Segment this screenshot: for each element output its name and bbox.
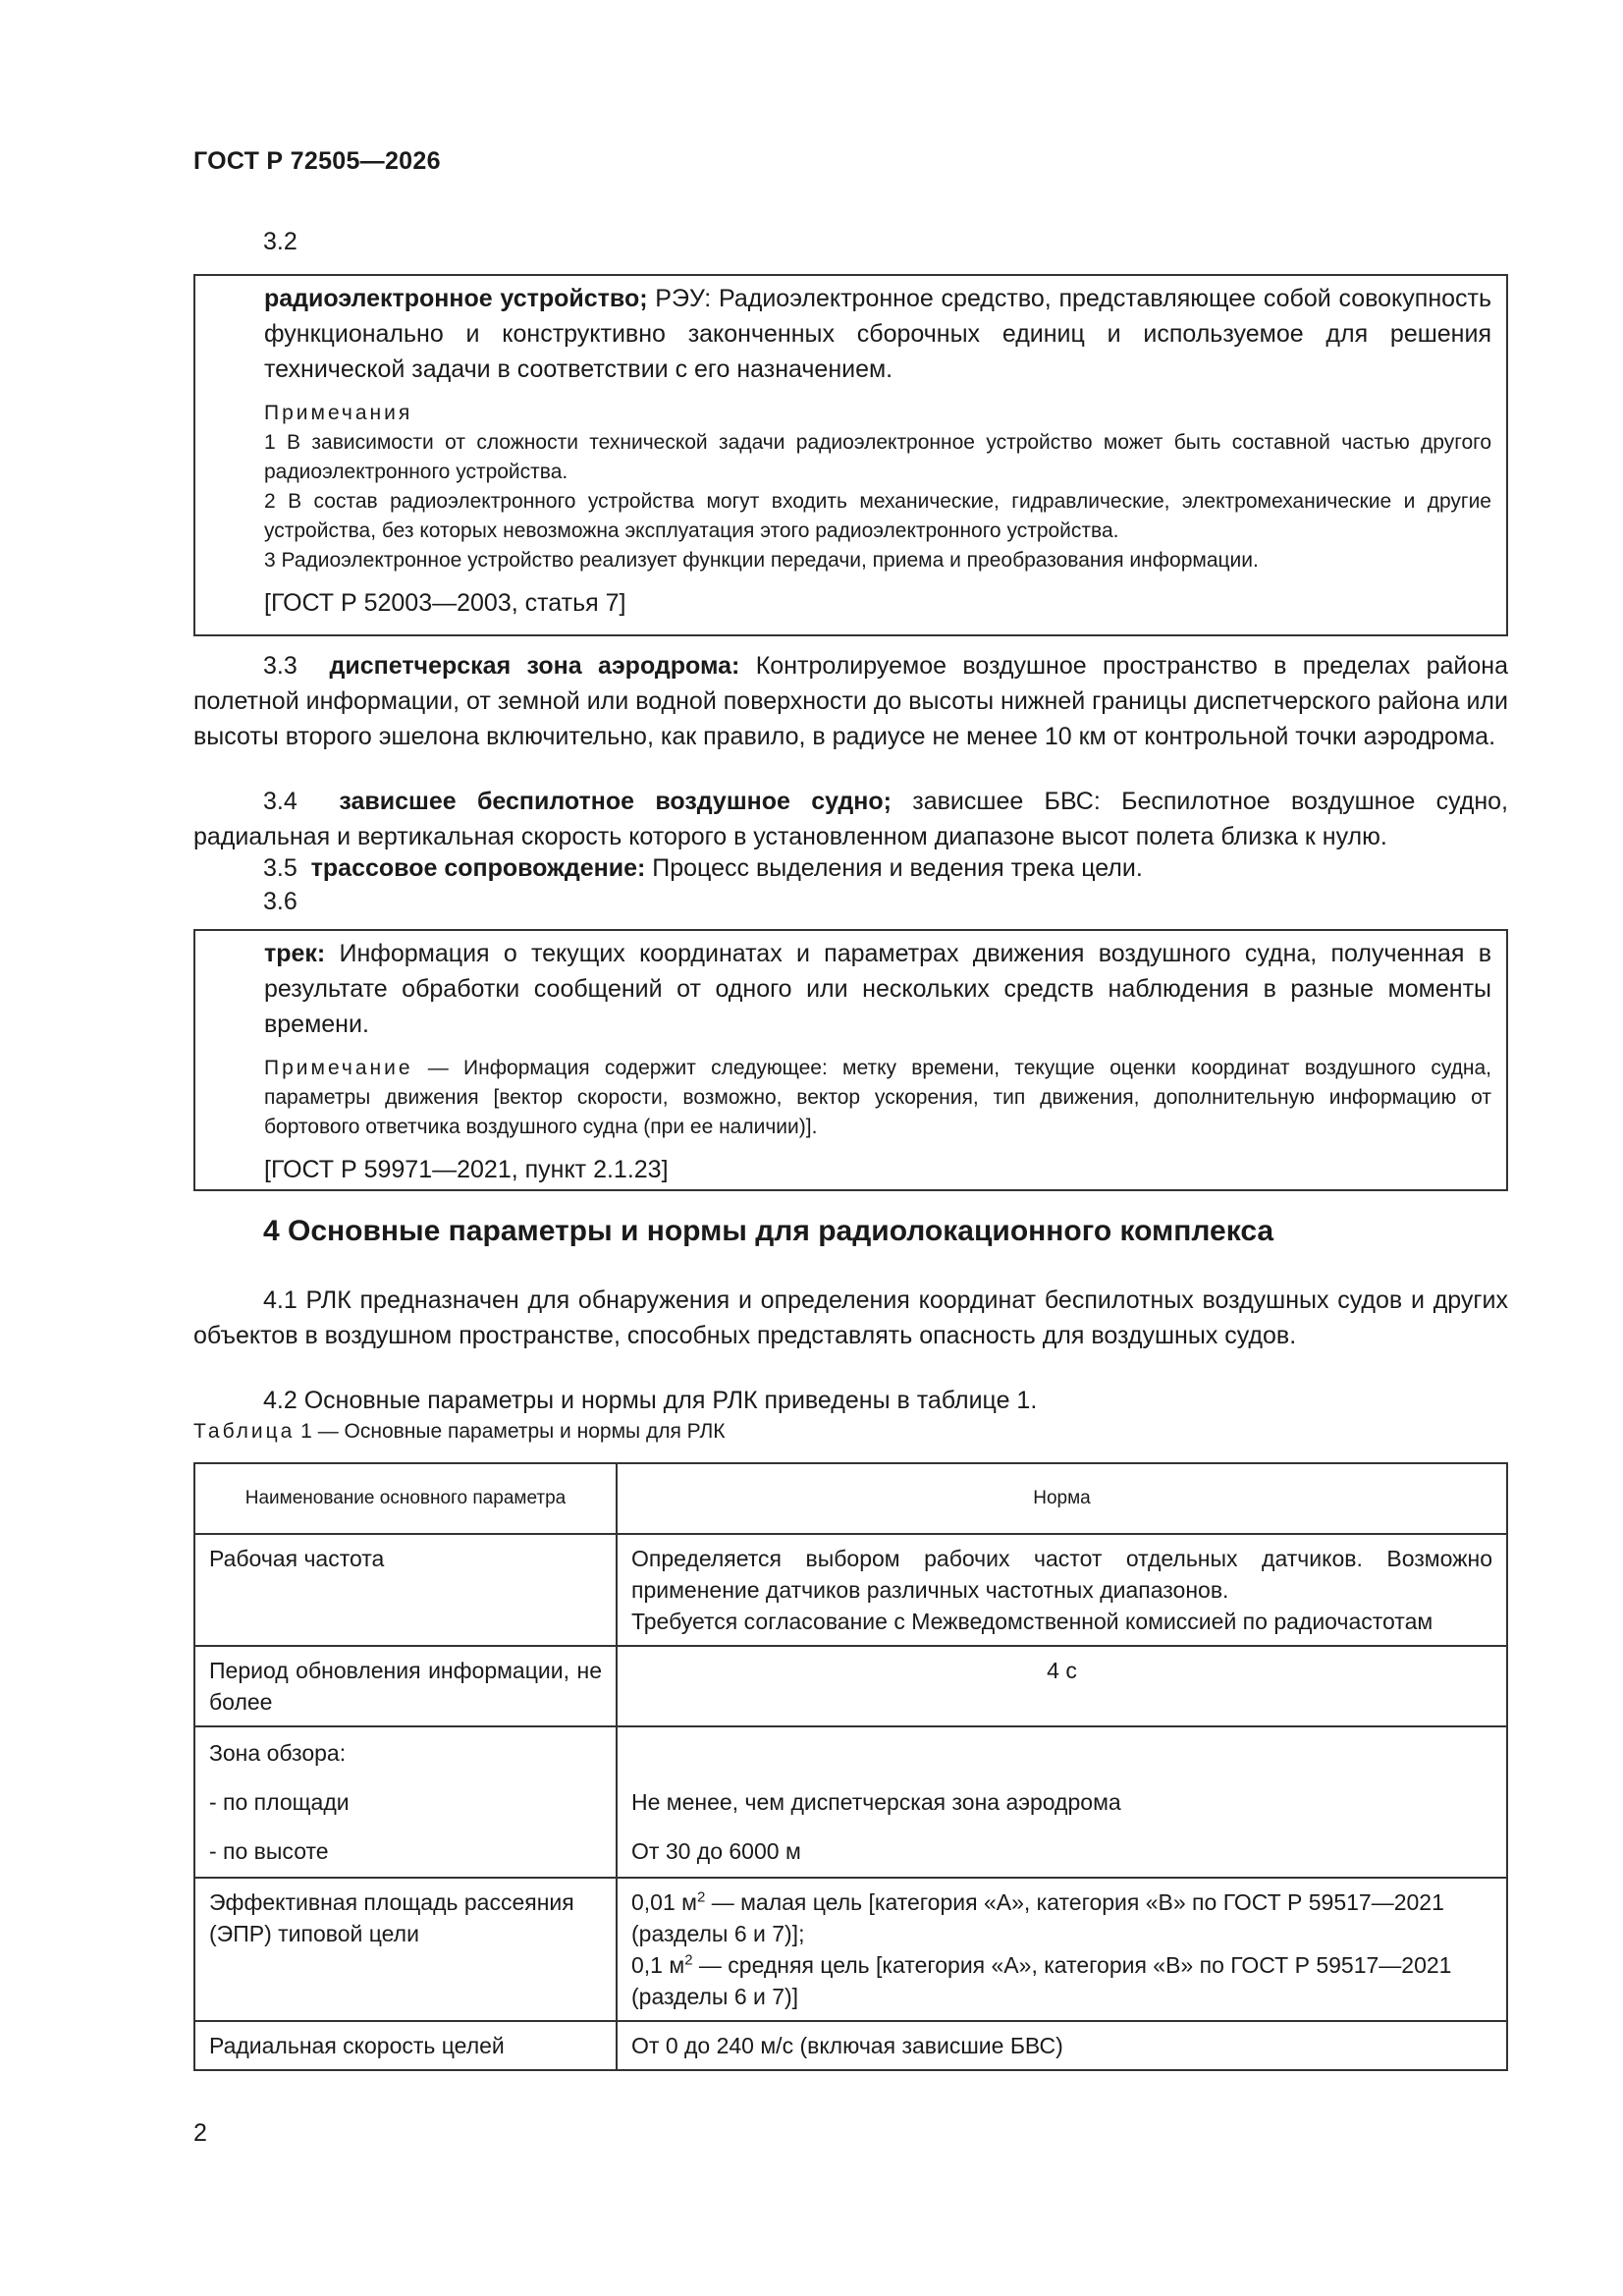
table-header-row bbox=[194, 1463, 1507, 1534]
table-row bbox=[194, 1726, 1507, 1878]
term-3-5-text: Процесс выделения и ведения трека цели. bbox=[645, 854, 1143, 882]
term-3-4-text: зависшее БВС: Беспилотное воздушное судно, радиальная и вертикальная скорость которого в установленном диапазоне высот полета близка к нулю. bbox=[193, 788, 1508, 850]
term-3-6-source: [ГОСТ Р 59971—2021, пункт 2.1.23] bbox=[264, 1156, 669, 1183]
term-3-6-note-heading: Примечание bbox=[264, 1057, 413, 1079]
term-3-2-note-3: 3 Радиоэлектронное устройство реализует функции передачи, приема и преобразования информации. bbox=[264, 549, 1259, 572]
row-3-sub-1-value: Не менее, чем диспетчерская зона аэродрома bbox=[631, 1789, 1121, 1815]
page-number: 2 bbox=[193, 2119, 207, 2147]
row-4-name: Эффективная площадь рассеяния (ЭПР) типовой цели bbox=[194, 1878, 617, 2021]
row-1-name: Рабочая частота bbox=[194, 1534, 617, 1646]
term-3-6-box bbox=[193, 929, 1508, 1191]
row-4-value-line-2 bbox=[631, 1949, 1492, 2012]
table-header-name: Наименование основного параметра bbox=[194, 1463, 617, 1534]
table-row bbox=[194, 1534, 1507, 1646]
row-4-value-line-1 bbox=[631, 1886, 1492, 1949]
table-caption-label: Таблица bbox=[193, 1420, 296, 1443]
paragraph-4-1 bbox=[193, 1283, 1508, 1353]
term-3-2-note-1: 1 В зависимости от сложности технической задачи радиоэлектронное устройство может быть составной частью другого радиоэлектронного устройства. bbox=[264, 431, 1491, 483]
table-row bbox=[194, 1646, 1507, 1726]
row-4-v1-rest: — малая цель [категория «А», категория «В» по ГОСТ Р 59517—2021 (разделы 6 и 7)]; bbox=[631, 1889, 1444, 1946]
term-3-2-notes-heading: Примечания bbox=[264, 402, 413, 424]
row-4-v2-num: 0,1 м bbox=[631, 1952, 685, 1978]
term-3-4 bbox=[193, 784, 1508, 854]
term-3-6-note-text: — Информация содержит следующее: метку времени, текущие оценки координат воздушного судна, параметры движения [вектор скорости, возможно, вектор ускорения, тип движения, дополнительную информацию от бортового ответчика воздушного судна (при ее наличии)]. bbox=[264, 1057, 1491, 1138]
row-4-v2-sup: 2 bbox=[684, 1951, 693, 1969]
row-4-value bbox=[617, 1878, 1507, 2021]
table-caption bbox=[193, 1420, 726, 1444]
term-3-5 bbox=[193, 850, 1508, 886]
term-3-2-box bbox=[193, 274, 1508, 636]
table-caption-text: 1 — Основные параметры и нормы для РЛК bbox=[295, 1420, 726, 1443]
row-5-value: От 0 до 240 м/с (включая зависшие БВС) bbox=[617, 2021, 1507, 2070]
row-1-value bbox=[617, 1534, 1507, 1646]
term-3-3 bbox=[193, 648, 1508, 754]
term-3-5-number: 3.5 bbox=[263, 854, 298, 882]
term-3-5-term: трассовое сопровождение: bbox=[310, 854, 646, 882]
term-3-6-definition bbox=[264, 936, 1491, 1042]
table-header-norm: Норма bbox=[617, 1463, 1507, 1534]
parameters-table bbox=[193, 1462, 1508, 2071]
term-3-6-text: Информация о текущих координатах и параметрах движения воздушного судна, полученная в результате обработки сообщений от одного или нескольких средств наблюдения в разные моменты времени. bbox=[264, 940, 1491, 1038]
paragraph-4-1-text: 4.1 РЛК предназначен для обнаружения и определения координат беспилотных воздушных судов и других объектов в воздушном пространстве, способных представлять опасность для воздушных судов. bbox=[193, 1286, 1508, 1349]
row-3-title: Зона обзора: bbox=[209, 1740, 347, 1766]
term-3-2-definition bbox=[264, 281, 1491, 387]
row-4-v1-num: 0,01 м bbox=[631, 1889, 697, 1915]
term-3-2-note-2: 2 В состав радиоэлектронного устройства могут входить механические, гидравлические, электромеханические и другие устройства, без которых невозможна эксплуатация этого радиоэлектронного устройства. bbox=[264, 490, 1491, 542]
paragraph-4-2-text: 4.2 Основные параметры и нормы для РЛК приведены в таблице 1. bbox=[263, 1387, 1038, 1414]
row-3-sub-1-name: - по площади bbox=[209, 1789, 350, 1815]
row-4-v1-sup: 2 bbox=[696, 1888, 706, 1906]
term-3-3-number: 3.3 bbox=[263, 652, 298, 680]
row-3-sub-2-name: - по высоте bbox=[209, 1838, 329, 1864]
term-3-4-number: 3.4 bbox=[263, 788, 298, 815]
row-1-value-line-2: Требуется согласование с Межведомственной комиссией по радиочастотам bbox=[631, 1609, 1434, 1634]
document-header: ГОСТ Р 72505—2026 bbox=[193, 147, 441, 175]
section-4-title: 4 Основные параметры и нормы для радиолокационного комплекса bbox=[263, 1215, 1274, 1247]
term-3-6-term: трек: bbox=[264, 940, 326, 967]
row-3-value bbox=[617, 1726, 1507, 1878]
term-3-2-source: [ГОСТ Р 52003—2003, статья 7] bbox=[264, 589, 626, 617]
row-4-v2-rest: — средняя цель [категория «А», категория «В» по ГОСТ Р 59517—2021 (разделы 6 и 7)] bbox=[631, 1952, 1452, 2009]
term-3-2-term: радиоэлектронное устройство; bbox=[264, 285, 648, 312]
term-3-4-term: зависшее беспилотное воздушное судно; bbox=[339, 788, 892, 815]
table-row bbox=[194, 1878, 1507, 2021]
term-3-6-note bbox=[264, 1054, 1491, 1142]
row-2-name: Период обновления информации, не более bbox=[194, 1646, 617, 1726]
row-2-value: 4 с bbox=[617, 1646, 1507, 1726]
term-3-2-number: 3.2 bbox=[263, 228, 298, 255]
row-1-value-line-1: Определяется выбором рабочих частот отдельных датчиков. Возможно применение датчиков различных частотных диапазонов. bbox=[631, 1546, 1492, 1603]
term-3-2-text: РЭУ: Радиоэлектронное средство, представляющее собой совокупность функционально и конструктивно законченных сборочных единиц и используемое для решения технической задачи в соответствии с его назначением. bbox=[264, 285, 1491, 383]
table-row bbox=[194, 2021, 1507, 2070]
row-5-name: Радиальная скорость целей bbox=[194, 2021, 617, 2070]
row-3-name bbox=[194, 1726, 617, 1878]
row-3-sub-2-value: От 30 до 6000 м bbox=[631, 1838, 801, 1864]
paragraph-4-2 bbox=[193, 1383, 1508, 1418]
row-3-blank bbox=[631, 1735, 1492, 1784]
term-3-3-term: диспетчерская зона аэродрома: bbox=[329, 652, 740, 680]
term-3-3-text: Контролируемое воздушное пространство в пределах района полетной информации, от земной или водной поверхности до высоты нижней границы диспетчерского района или высоты второго эшелона включительно, как правило, в радиусе не менее 10 км от контрольной точки аэродрома. bbox=[193, 652, 1508, 750]
term-3-6-number: 3.6 bbox=[263, 888, 298, 915]
